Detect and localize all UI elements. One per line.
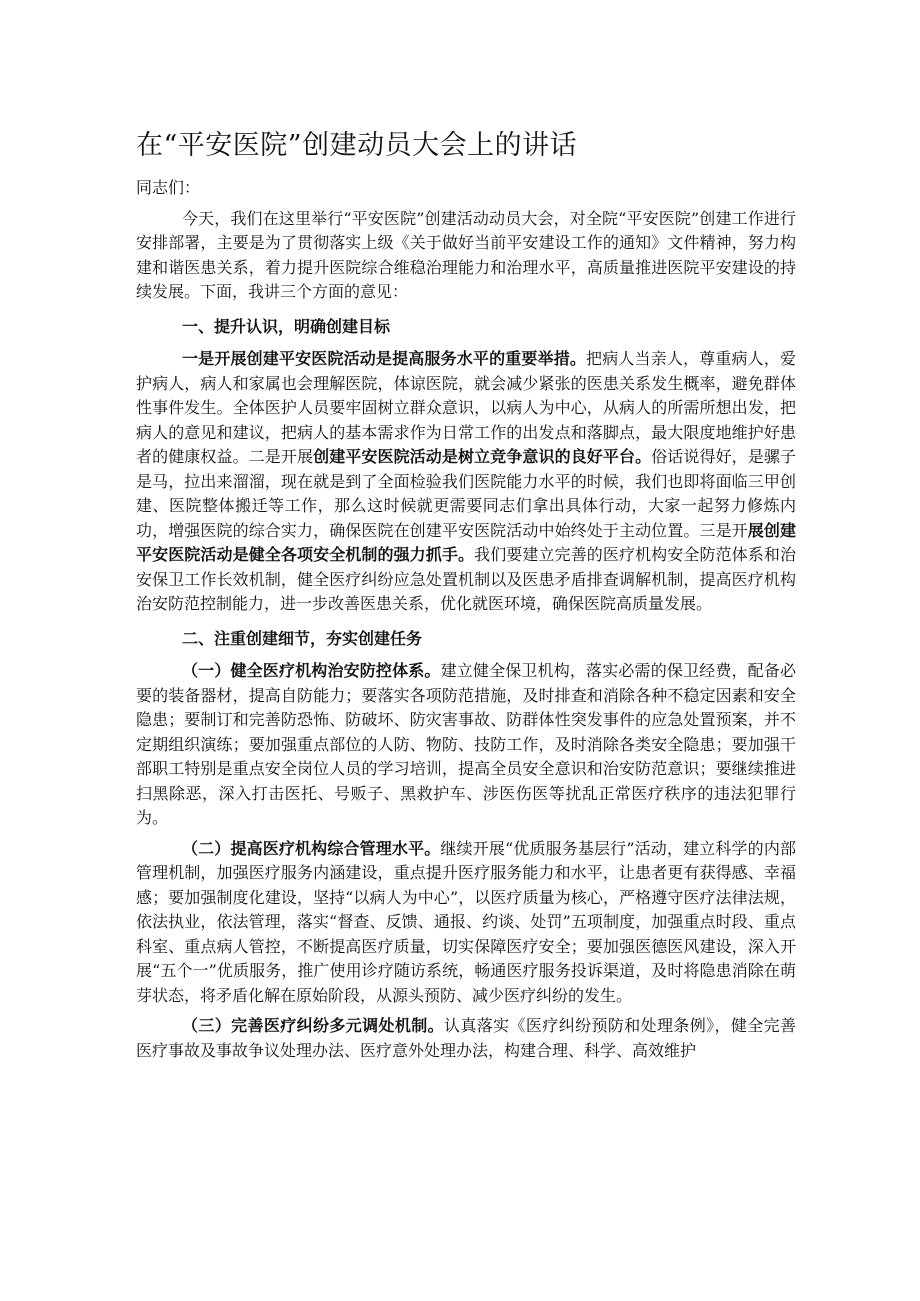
point-2-lead: 创建平安医院活动是树立竞争意识的良好平台。 bbox=[313, 447, 652, 466]
section-2-item-1 bbox=[136, 659, 796, 831]
point-1-text: 把病人当亲人，尊重病人，爱护病人，病人和家属也会理解医院，体谅医院，就会减少紧张的医患关系发生概率，避免群体性事件发生。全体医护人员要牢固树立群众意识，以病人为中心，从病人的所需所想出发，把病人的意见和建议，把病人的基本需求作为日常工作的出发点和落脚点，最大限度地维护好患者的健康权益。二是开展 bbox=[136, 349, 796, 466]
section-2-item-2 bbox=[136, 837, 796, 1009]
point-3-lead: 展创建平安医院活动是健全各项安全机制的强力抓手。 bbox=[136, 520, 796, 564]
item-3-lead: （三）完善医疗纠纷多元调处机制。 bbox=[182, 1016, 445, 1035]
point-2-text: 俗话说得好，是骡子是马，拉出来溜溜，现在就是到了全面检验我们医院能力水平的时候，我们也即将面临三甲创建、医院整体搬迁等工作，那么这时候就更需要同志们拿出具体行动，大家一起努力修炼内功，增强医院的综合实力，确保医院在创建平安医院活动中始终处于主动位置。三是开 bbox=[136, 447, 796, 540]
intro-paragraph: 今天，我们在这里举行“平安医院”创建活动动员大会，对全院“平安医院”创建工作进行安排部署，主要是为了贯彻落实上级《关于做好当前平安建设工作的通知》文件精神，努力构建和谐医患关系，着力提升医院综合维稳治理能力和治理水平，高质量推进医院平安建设的持续发展。下面，我讲三个方面的意见： bbox=[136, 208, 796, 301]
item-1-lead: （一）健全医疗机构治安防控体系。 bbox=[182, 661, 441, 680]
section-1-paragraph bbox=[136, 347, 796, 617]
section-2-heading: 二、注重创建细节，夯实创建任务 bbox=[182, 628, 423, 648]
item-3-text: 认真落实《医疗纠纷预防和处理条例》，健全完善医疗事故及事故争议处理办法、医疗意外处理办法，构建合理、科学、高效维护 bbox=[136, 1016, 796, 1060]
document-title: 在“平安医院”创建动员大会上的讲话 bbox=[136, 130, 578, 161]
section-2-item-3 bbox=[136, 1014, 796, 1063]
item-1-text: 建立健全保卫机构，落实必需的保卫经费，配备必要的装备器材，提高自防能力；要落实各项防范措施，及时排查和消除各种不稳定因素和安全隐患；要制订和完善防恐怖、防破坏、防灾害事故、防群体性突发事件的应急处置预案，并不定期组织演练；要加强重点部位的人防、物防、技防工作，及时消除各类安全隐患；要加强干部职工特别是重点安全岗位人员的学习培训，提高全员安全意识和治安防范意识；要继续推进扫黑除恶，深入打击医托、号贩子、黑救护车、涉医伤医等扰乱正常医疗秩序的违法犯罪行为。 bbox=[136, 661, 796, 827]
section-1-heading: 一、提升认识，明确创建目标 bbox=[182, 316, 391, 336]
point-1-lead: 一是开展创建平安医院活动是提高服务水平的重要举措。 bbox=[182, 349, 587, 368]
item-2-lead: （二）提高医疗机构综合管理水平。 bbox=[182, 838, 441, 858]
point-3-text: 我们要建立完善的医疗机构安全防范体系和治安保卫工作长效机制，健全医疗纠纷应急处置机制以及医患矛盾排查调解机制，提高医疗机构治安防范控制能力，进一步改善医患关系，优化就医环境，确保医院高质量发展。 bbox=[136, 545, 796, 613]
document-body bbox=[136, 176, 796, 1063]
item-2-text: 继续开展“优质服务基层行”活动，建立科学的内部管理机制，加强医疗服务内涵建设，重点提升医疗服务能力和水平，让患者更有获得感、幸福感；要加强制度化建设，坚持“以病人为中心”，以医疗质量为核心，严格遵守医疗法律法规，依法执业，依法管理，落实“督查、反馈、通报、约谈、处罚”五项制度，加强重点时段、重点科室、重点病人管控，不断提高医疗质量，切实保障医疗安全；要加强医德医风建设，深入开展“五个一”优质服务，推广使用诊疗随访系统，畅通医疗服务投诉渠道，及时将隐患消除在萌芽状态，将矛盾化解在原始阶段，从源头预防、减少医疗纠纷的发生。 bbox=[136, 838, 796, 1005]
salutation: 同志们： bbox=[136, 178, 201, 197]
